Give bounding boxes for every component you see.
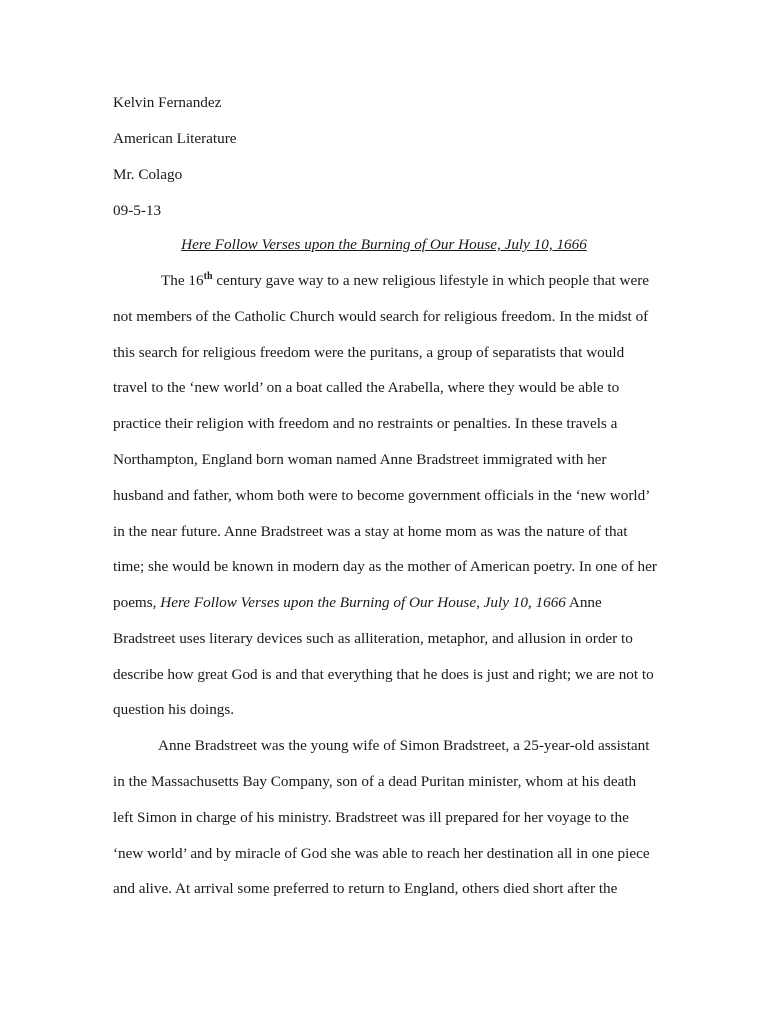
paragraph-1-line-8: in the near future. Anne Bradstreet was a stay at home mom as was the nature of that — [113, 523, 628, 540]
author-name: Kelvin Fernandez — [113, 94, 222, 111]
paragraph-1-line-3: this search for religious freedom were the puritans, a group of separatists that would — [113, 344, 625, 361]
paragraph-2-line-4: ‘new world’ and by miracle of God she was able to reach her destination all in one piece — [113, 845, 650, 862]
paragraph-1-line-2: not members of the Catholic Church would search for religious freedom. In the midst of — [113, 308, 649, 325]
paragraph-2-line-3: left Simon in charge of his ministry. Bradstreet was ill prepared for her voyage to the — [113, 809, 629, 826]
teacher-name: Mr. Colago — [113, 166, 183, 183]
paragraph-1-line-1-start: The 16 — [161, 272, 204, 289]
paragraph-1-line-9: time; she would be known in modern day as the mother of American poetry. In one of her — [113, 558, 657, 575]
paragraph-1-line-10-start: poems, — [113, 594, 161, 611]
paragraph-1-line-11: Bradstreet uses literary devices such as alliteration, metaphor, and allusion in order to — [113, 630, 633, 647]
paragraph-1-line-12: describe how great God is and that everything that he does is just and right; we are not to — [113, 666, 654, 683]
poem-title-reference: Here Follow Verses upon the Burning of Our House, July 10, 1666 — [160, 594, 566, 611]
paragraph-1-line-10-end: Anne — [565, 594, 602, 611]
paragraph-1-line-1-end: century gave way to a new religious lifestyle in which people that were — [212, 272, 650, 289]
essay-date: 09-5-13 — [113, 202, 162, 219]
course-name: American Literature — [113, 130, 237, 147]
essay-title: Here Follow Verses upon the Burning of Our House, July 10, 1666 — [181, 236, 587, 253]
paragraph-2-line-2: in the Massachusetts Bay Company, son of a dead Puritan minister, whom at his death — [113, 773, 637, 790]
paragraph-1-line-7: husband and father, whom both were to become government officials in the ‘new world’ — [113, 487, 651, 504]
paragraph-2-line-5: and alive. At arrival some preferred to return to England, others died short after the — [113, 880, 618, 897]
paragraph-1-line-10 — [113, 594, 602, 612]
ordinal-superscript: th — [203, 271, 213, 282]
paragraph-2-line-1: Anne Bradstreet was the young wife of Simon Bradstreet, a 25-year-old assistant — [158, 737, 650, 754]
paragraph-1-line-4: travel to the ‘new world’ on a boat called the Arabella, where they would be able to — [113, 379, 620, 396]
paragraph-1-line-6: Northampton, England born woman named Anne Bradstreet immigrated with her — [113, 451, 607, 468]
paragraph-1-line-13: question his doings. — [113, 701, 235, 718]
paragraph-1-line-1 — [161, 272, 649, 290]
paragraph-1-line-5: practice their religion with freedom and no restraints or penalties. In these travels a — [113, 415, 618, 432]
